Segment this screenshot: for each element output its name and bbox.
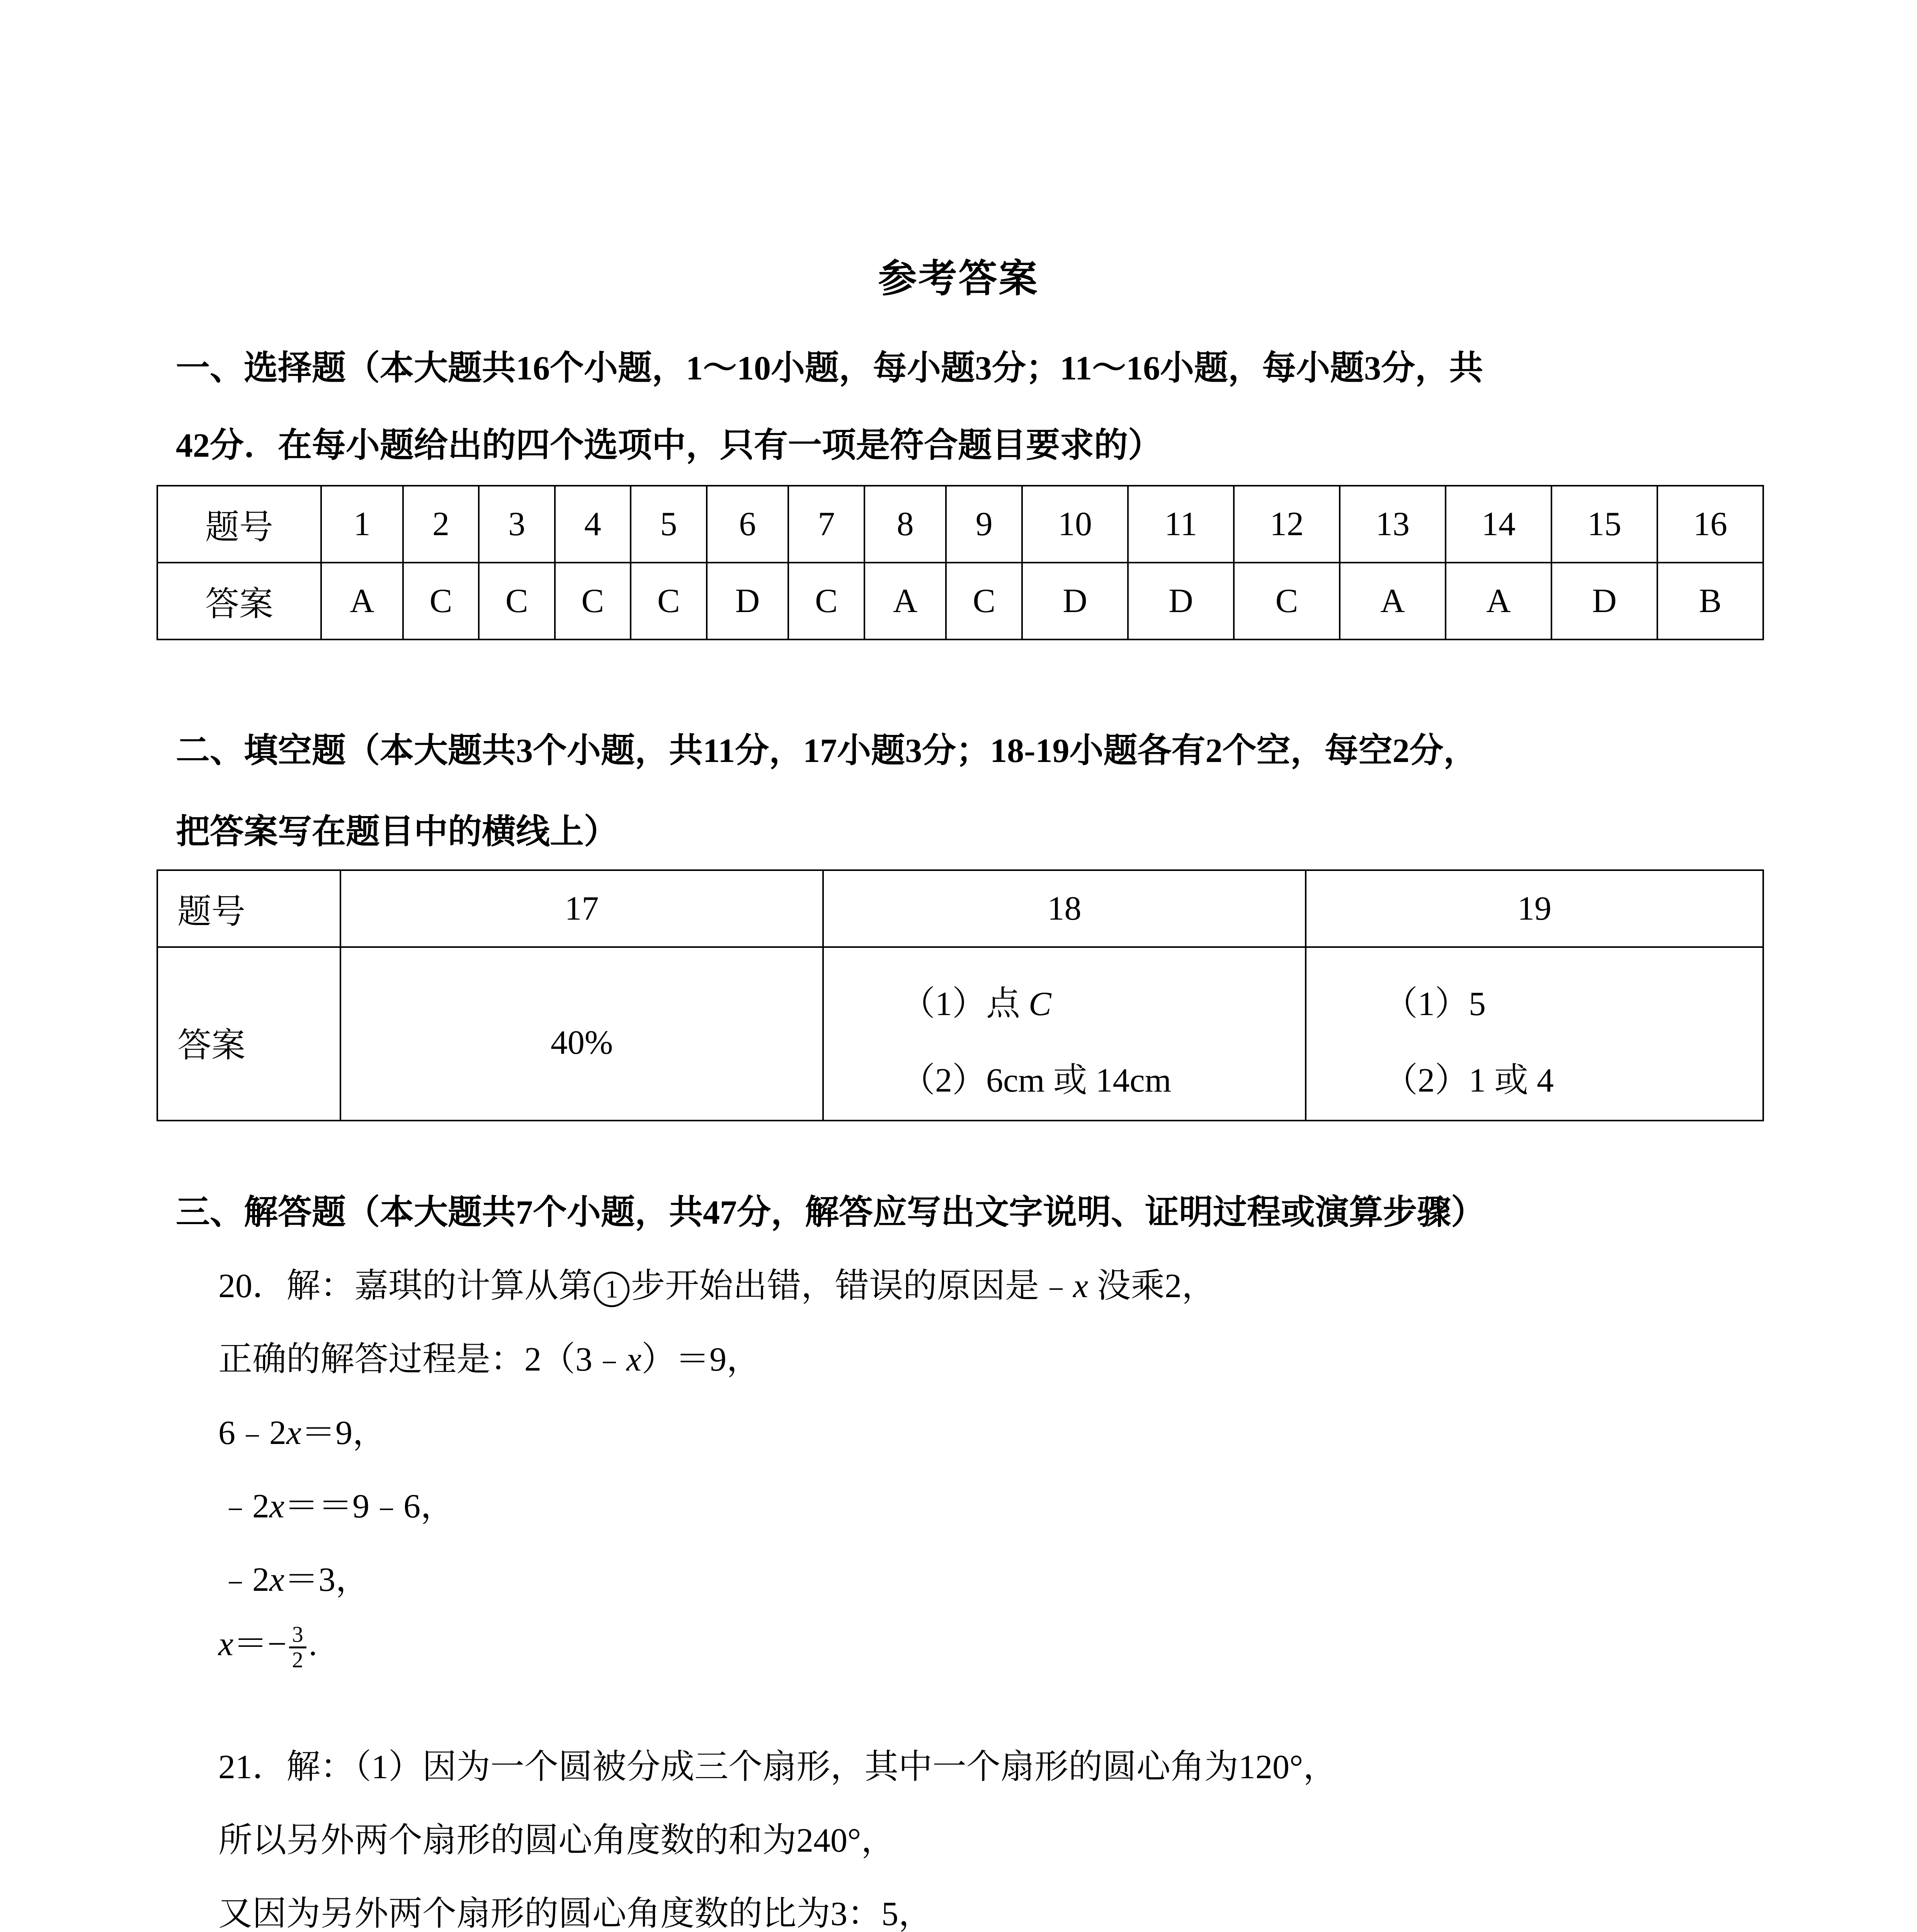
q21-line3: 又因为另外两个扇形的圆心角度数的比为3：5，	[218, 1895, 933, 1932]
table-cell: 19	[1306, 870, 1763, 947]
q20-line2: 正确的解答过程是：2（3﹣x）＝9，	[218, 1341, 761, 1378]
table-cell: 9	[946, 486, 1022, 563]
table-cell: B	[1657, 563, 1763, 639]
table-cell: D	[1551, 563, 1657, 639]
table-cell: 17	[340, 870, 823, 947]
table-cell: C	[631, 563, 706, 639]
table-cell: D	[1128, 563, 1234, 639]
table-cell: 8	[864, 486, 946, 563]
answer-18-part2: （2）6cm 或 14cm	[901, 1062, 1172, 1099]
table-row-answers	[157, 563, 1763, 639]
table-cell: 7	[788, 486, 864, 563]
table-cell: A	[864, 563, 946, 639]
q20-line1: 20．解：嘉琪的计算从第 1 步开始出错，错误的原因是﹣x 没乘2，	[218, 1269, 1216, 1307]
table-cell: A	[1446, 563, 1551, 639]
choice-answer-table	[156, 485, 1764, 640]
table-cell: 2	[403, 486, 479, 563]
table-cell: 15	[1551, 486, 1657, 563]
page-title: 参考答案	[878, 257, 1039, 300]
section1-heading-line1: 一、选择题（本大题共16个小题，1～10小题，每小题3分；11～16小题，每小题3分，共	[176, 350, 1483, 387]
table-cell: 4	[555, 486, 631, 563]
q20-line6: x＝− $\frac{3}{2}$ .	[218, 1622, 317, 1672]
table-cell-19	[1306, 947, 1763, 1121]
q20-line4: ﹣2x＝＝9﹣6，	[218, 1488, 455, 1525]
table-cell: 13	[1340, 486, 1446, 563]
table-cell: C	[479, 563, 555, 639]
answer-19-part1: （1）5	[1384, 985, 1486, 1023]
table-row-label: 题号	[157, 486, 321, 563]
q20-line5: ﹣2x＝3，	[218, 1561, 370, 1599]
table-cell: C	[1234, 563, 1340, 639]
table-row-question-numbers	[157, 870, 1763, 947]
table-cell: A	[1340, 563, 1446, 639]
section2-heading-line2: 把答案写在题目中的横线上）	[176, 813, 618, 851]
table-cell: 40%	[340, 947, 823, 1121]
table-row-label: 题号	[157, 870, 340, 947]
section3-heading: 三、解答题（本大题共7个小题，共47分，解答应写出文字说明、证明过程或演算步骤）	[176, 1194, 1485, 1231]
answer-18-part1: （1）点 C	[901, 985, 1051, 1023]
table-cell: 1	[321, 486, 403, 563]
q21-line1: 21．解：（1）因为一个圆被分成三个扇形，其中一个扇形的圆心角为120°，	[218, 1748, 1337, 1786]
table-row-question-numbers	[157, 486, 1763, 563]
table-cell: C	[555, 563, 631, 639]
table-cell: 12	[1234, 486, 1340, 563]
table-cell: C	[946, 563, 1022, 639]
table-cell: 14	[1446, 486, 1551, 563]
table-cell: A	[321, 563, 403, 639]
table-cell: 16	[1657, 486, 1763, 563]
table-cell-18	[823, 947, 1306, 1121]
table-cell: C	[403, 563, 479, 639]
table-cell: 5	[631, 486, 706, 563]
fill-answer-table	[156, 869, 1764, 1121]
table-cell: 11	[1128, 486, 1234, 563]
table-cell: 6	[707, 486, 789, 563]
table-cell: D	[707, 563, 789, 639]
q21-line2: 所以另外两个扇形的圆心角度数的和为240°，	[218, 1822, 895, 1859]
table-cell: 10	[1022, 486, 1128, 563]
answer-19-part2: （2）1 或 4	[1384, 1062, 1554, 1099]
table-row-label: 答案	[157, 563, 321, 639]
table-cell: C	[788, 563, 864, 639]
section1-heading-line2: 42分．在每小题给出的四个选项中，只有一项是符合题目要求的）	[176, 427, 1162, 464]
q20-line3: 6﹣2x＝9，	[218, 1414, 387, 1452]
table-cell: 18	[823, 870, 1306, 947]
section2-heading-line1: 二、填空题（本大题共3个小题，共11分，17小题3分；18-19小题各有2个空，每空2分，	[176, 732, 1478, 770]
table-row-label: 答案	[157, 947, 340, 1121]
table-cell: D	[1022, 563, 1128, 639]
table-row-answers	[157, 947, 1763, 1121]
table-cell: 3	[479, 486, 555, 563]
circled-step-number: 1	[594, 1272, 629, 1307]
fraction: $\frac{3}{2}$	[289, 1623, 306, 1672]
